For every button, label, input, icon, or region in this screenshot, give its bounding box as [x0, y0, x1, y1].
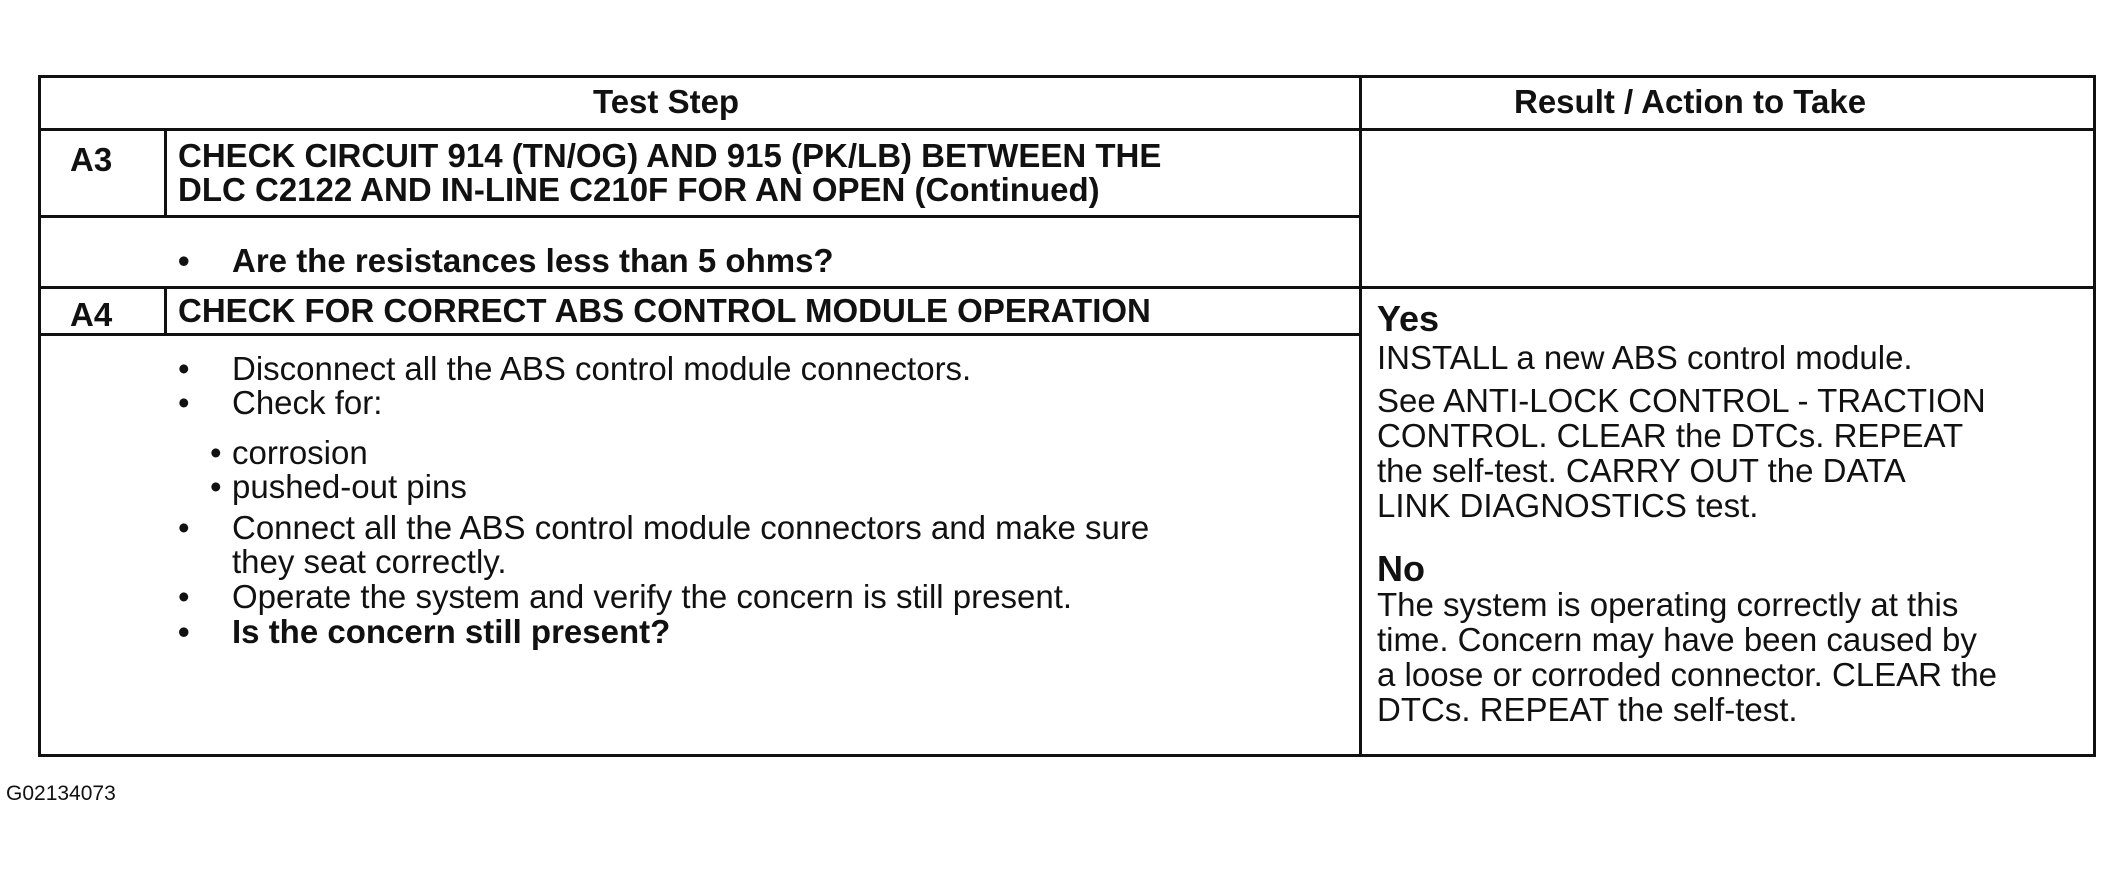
step-a4-connect-line2: they seat correctly.	[232, 543, 507, 580]
step-a4-operate: Operate the system and verify the concern is still present.	[232, 578, 1073, 615]
header-result-action: Result / Action to Take	[1514, 83, 1867, 120]
result-yes-label: Yes	[1377, 298, 1440, 339]
step-a3-question: Are the resistances less than 5 ohms?	[232, 242, 834, 279]
list-item: • Check for:	[178, 384, 383, 421]
diagnostic-table	[38, 75, 2096, 757]
result-yes-text1: INSTALL a new ABS control module.	[1377, 339, 1913, 376]
step-a4-question: Is the concern still present?	[232, 613, 671, 650]
list-item: • corrosion	[210, 434, 368, 471]
result-yes-text2: See ANTI-LOCK CONTROL - TRACTION CONTROL. CLEAR the DTCs. REPEAT the self-test. CARRY OUT the DATA LINK DIAGNOSTICS test.	[1377, 382, 1986, 524]
result-no-text: The system is operating correctly at this time. Concern may have been caused by a loose or corroded connector. CLEAR the DTCs. REPEAT the self-test.	[1377, 586, 1998, 728]
step-a4-id: A4	[70, 296, 113, 333]
header-separator	[41, 128, 2093, 131]
list-item: • Disconnect all the ABS control module connectors.	[178, 350, 972, 387]
step-a3-title-line1: CHECK CIRCUIT 914 (TN/OG) AND 915 (PK/LB) BETWEEN THE	[178, 137, 1162, 174]
step-a3-title-line2: DLC C2122 AND IN-LINE C210F FOR AN OPEN (Continued)	[178, 171, 1100, 208]
step-a4-bullet-connect: •	[178, 509, 190, 546]
step-a3-id: A3	[70, 141, 113, 178]
result-no-label: No	[1377, 548, 1425, 589]
list-item: • pushed-out pins	[210, 468, 467, 505]
step-a4-check-list	[210, 434, 467, 505]
a3-title-separator	[41, 215, 1359, 218]
step-a4-title: CHECK FOR CORRECT ABS CONTROL MODULE OPERATION	[178, 292, 1151, 329]
a4-id-divider	[164, 289, 167, 333]
a3-a4-separator	[41, 286, 2093, 289]
step-a4-bullet-operate: •	[178, 578, 190, 615]
step-a4-instructions	[178, 350, 972, 421]
a3-id-divider	[164, 131, 167, 215]
column-divider	[1359, 78, 1362, 754]
header-test-step: Test Step	[593, 83, 740, 120]
step-a3-bullet: •	[178, 242, 190, 279]
a4-title-separator	[41, 333, 1359, 336]
step-a4-connect-line1: Connect all the ABS control module connectors and make sure	[232, 509, 1150, 546]
step-a4-bullet-question: •	[178, 613, 190, 650]
figure-id-caption: G02134073	[6, 782, 116, 805]
